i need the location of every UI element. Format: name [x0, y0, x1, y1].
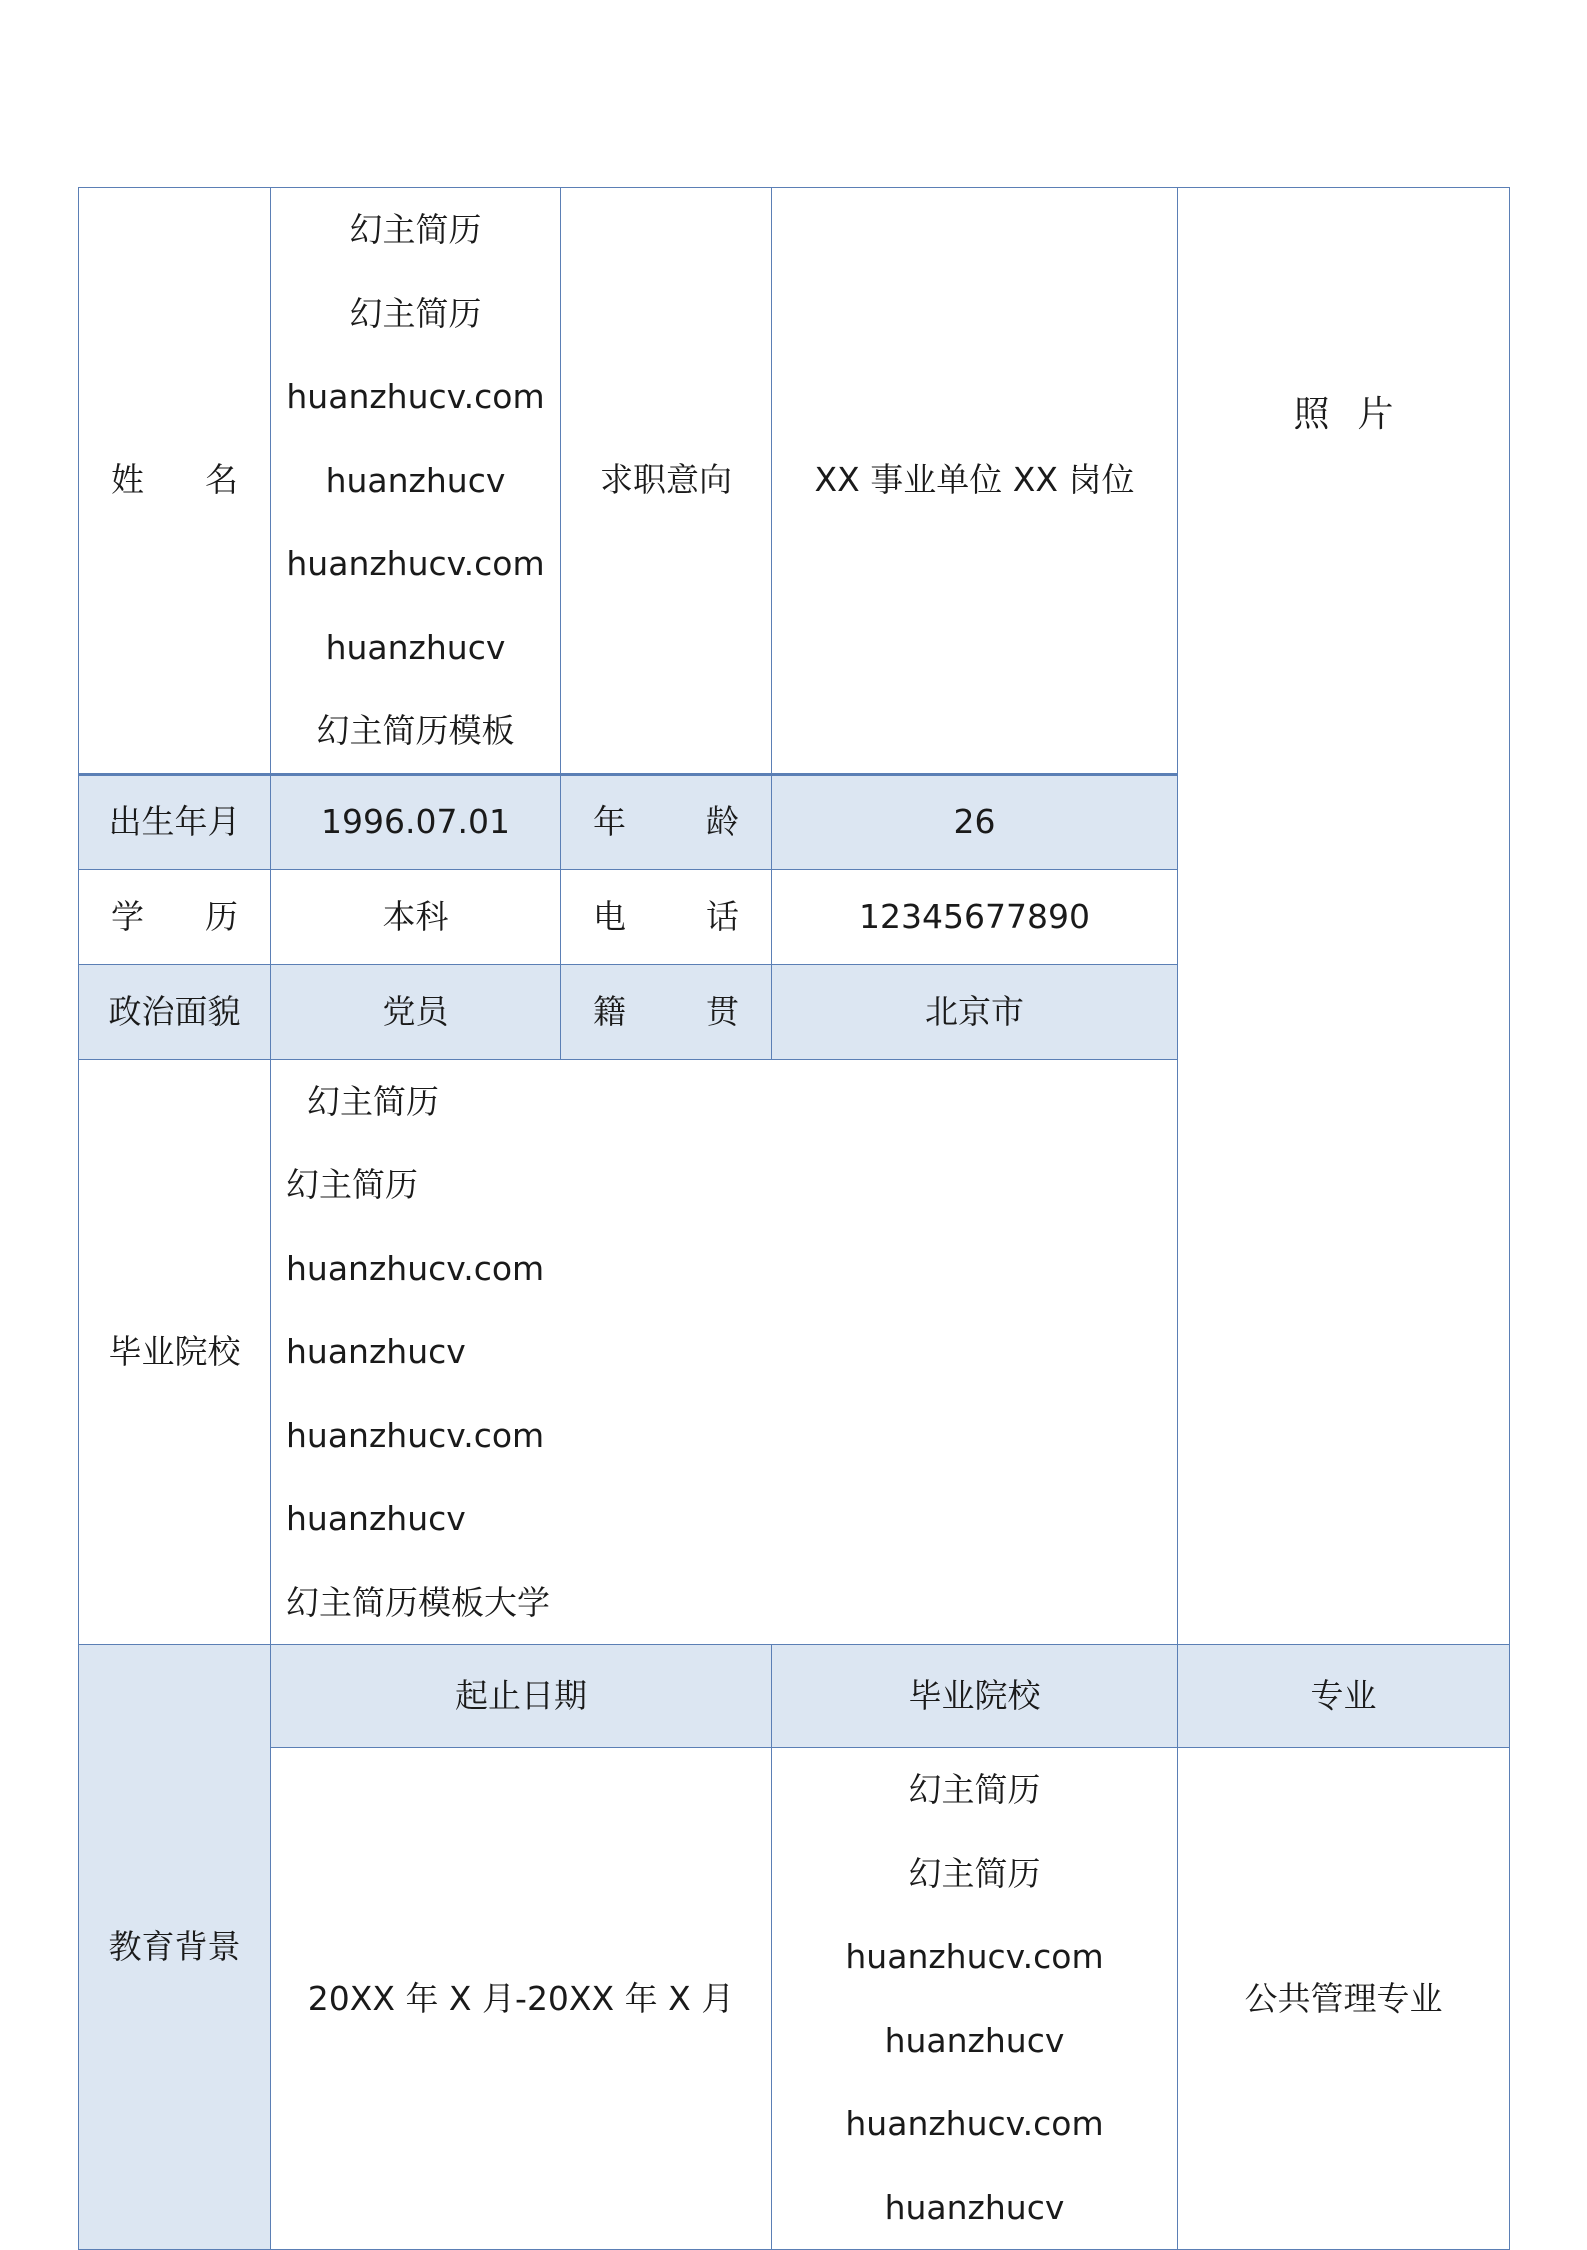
- school-label: 毕业院校: [108, 1331, 241, 1371]
- edu-header-dates: [271, 1645, 772, 1748]
- education-label-cell: [79, 869, 271, 964]
- edu-header-school: [772, 1645, 1178, 1748]
- edu-school-line: 幻主简历: [908, 1770, 1041, 1809]
- edu-major: 公共管理专业: [1244, 1978, 1443, 2018]
- school-line: huanzhucv.com: [286, 1248, 545, 1288]
- edu-dates: 20XX 年 X 月-20XX 年 X 月: [307, 1978, 735, 2018]
- edu-header-major: [1178, 1645, 1510, 1748]
- intention-label: 求职意向: [600, 460, 732, 500]
- intention-value-cell: [772, 188, 1178, 775]
- school-line: huanzhucv: [286, 1332, 466, 1371]
- education-label: 学 历: [111, 896, 238, 936]
- education-value-cell: [271, 869, 561, 964]
- political-label-cell: [79, 964, 271, 1059]
- political-value-cell: [271, 964, 561, 1059]
- education-value: 本科: [382, 896, 449, 936]
- age-label: 年 龄: [593, 802, 739, 842]
- name-label: 姓 名: [111, 460, 238, 500]
- age-label-cell: [561, 774, 772, 869]
- edu-major-cell: [1178, 1748, 1510, 2250]
- edu-header-dates-label: 起止日期: [455, 1676, 587, 1716]
- edu-school-line: huanzhucv: [884, 2187, 1065, 2227]
- school-value-cell: [271, 1059, 1178, 1645]
- birth-value: 1996.07.01: [321, 802, 510, 842]
- name-line: 幻主简历: [349, 293, 482, 333]
- edu-school-line: huanzhucv.com: [845, 1937, 1104, 1976]
- name-line: 幻主简历模板: [316, 711, 515, 750]
- name-value-cell: [271, 188, 561, 775]
- edu-school: [772, 1748, 1177, 2249]
- name-value: [271, 188, 560, 773]
- phone-label: 电 话: [593, 896, 739, 936]
- edu-dates-cell: [271, 1748, 772, 2250]
- age-value-cell: [772, 774, 1178, 869]
- birth-label-cell: [79, 774, 271, 869]
- school-line: huanzhucv: [286, 1499, 466, 1538]
- hometown-value-cell: [772, 964, 1178, 1059]
- birth-label: 出生年月: [108, 802, 241, 842]
- phone-value: 12345677890: [859, 896, 1090, 936]
- name-label-cell: [79, 188, 271, 775]
- school-label-cell: [79, 1059, 271, 1645]
- edu-school-line: huanzhucv.com: [845, 2104, 1104, 2143]
- phone-value-cell: [772, 869, 1178, 964]
- edu-school-line: huanzhucv: [884, 2020, 1065, 2060]
- political-value: 党员: [382, 991, 449, 1031]
- birth-value-cell: [271, 774, 561, 869]
- school-line: huanzhucv.com: [286, 1415, 545, 1455]
- edu-header-major-label: 专业: [1310, 1676, 1377, 1716]
- edu-section-label: 教育背景: [108, 1927, 241, 1967]
- hometown-label-cell: [561, 964, 772, 1059]
- political-label: 政治面貌: [108, 991, 241, 1031]
- resume-table: [78, 187, 1510, 2250]
- intention-value: XX 事业单位 XX 岗位: [814, 460, 1135, 500]
- photo-cell: [1178, 188, 1510, 1645]
- hometown-value: 北京市: [925, 991, 1024, 1031]
- name-line: 幻主简历: [349, 210, 482, 249]
- edu-school-line: 幻主简历: [908, 1853, 1041, 1893]
- name-line: huanzhucv.com: [286, 544, 545, 583]
- edu-school-cell: [772, 1748, 1178, 2250]
- edu-header-school-label: 毕业院校: [908, 1676, 1041, 1716]
- edu-header-row: [79, 1645, 1510, 1748]
- intention-label-cell: [561, 188, 772, 775]
- phone-label-cell: [561, 869, 772, 964]
- age-value: 26: [953, 802, 996, 842]
- name-line: huanzhucv.com: [286, 377, 545, 416]
- school-line: 幻主简历: [286, 1165, 418, 1204]
- edu-data-row: [79, 1748, 1510, 2250]
- name-row: [79, 188, 1510, 775]
- name-line: huanzhucv: [325, 460, 506, 500]
- hometown-label: 籍 贯: [593, 991, 739, 1031]
- school-line: 幻主简历: [286, 1081, 439, 1121]
- school-value: [271, 1060, 1177, 1645]
- edu-section-label-cell: [79, 1645, 271, 2250]
- photo-label: 照片: [1293, 394, 1422, 435]
- name-line: huanzhucv: [325, 627, 506, 667]
- school-line: 幻主简历模板大学: [286, 1582, 550, 1622]
